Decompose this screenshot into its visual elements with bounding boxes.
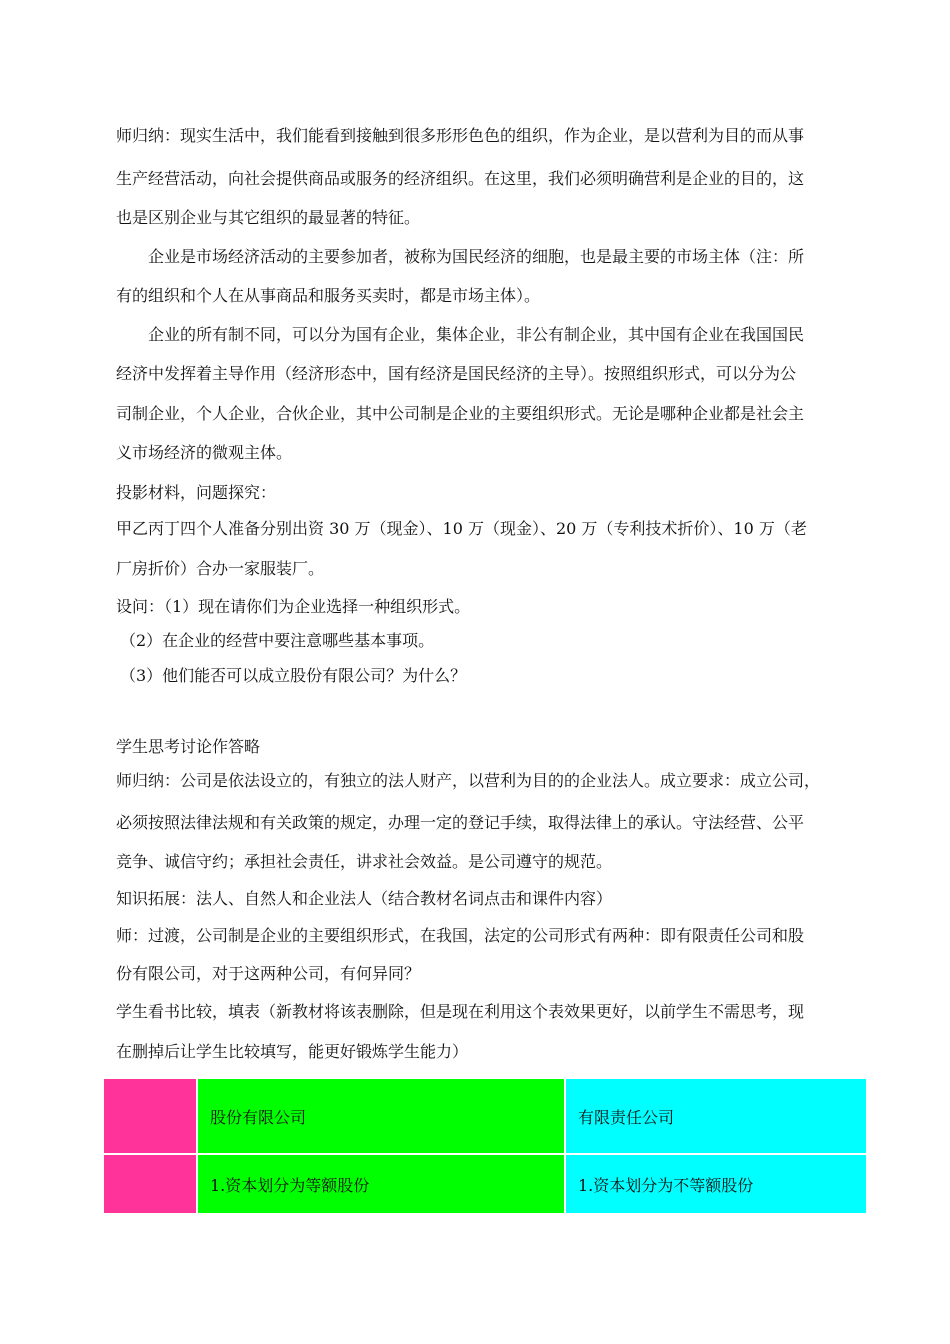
paragraph-line: 司制企业，个人企业，合伙企业，其中公司制是企业的主要组织形式。无论是哪种企业都是社会主 (116, 404, 805, 423)
question-line: （3）他们能否可以成立股份有限公司？为什么？ (120, 666, 467, 685)
table-row (103, 1154, 867, 1214)
question-line: 设问：（1）现在请你们为企业选择一种组织形式。 (116, 597, 471, 616)
paragraph-line: 师归纳：公司是依法设立的，有独立的法人财产，以营利为目的的企业法人。成立要求：成立公司， (116, 771, 821, 790)
paragraph-line: 经济中发挥着主导作用（经济形态中，国有经济是国民经济的主导）。按照组织形式，可以分为公 (116, 364, 797, 383)
paragraph-line: 厂房折价）合办一家服装厂。 (116, 559, 325, 578)
paragraph-line: 学生思考讨论作答略 (116, 737, 261, 756)
table-cell (103, 1154, 197, 1214)
comparison-table (102, 1077, 868, 1215)
table-header-cell (103, 1078, 197, 1154)
paragraph-line: 生产经营活动，向社会提供商品或服务的经济组织。在这里，我们必须明确营利是企业的目的，这 (116, 169, 805, 188)
paragraph-line: 在删掉后让学生比较填写，能更好锻炼学生能力） (116, 1042, 469, 1061)
paragraph-line: 有的组织和个人在从事商品和服务买卖时，都是市场主体）。 (116, 286, 541, 305)
paragraph-line: 企业的所有制不同，可以分为国有企业，集体企业，非公有制企业，其中国有企业在我国国民 (148, 325, 805, 344)
paragraph-line: 知识拓展：法人、自然人和企业法人（结合教材名词点击和课件内容） (116, 889, 613, 908)
paragraph-line: 师：过渡，公司制是企业的主要组织形式，在我国，法定的公司形式有两种：即有限责任公司和股 (116, 926, 805, 945)
paragraph-line: 竞争、诚信守约；承担社会责任，讲求社会效益。是公司遵守的规范。 (116, 852, 613, 871)
table-cell: 1.资本划分为等额股份 (197, 1154, 565, 1214)
paragraph-line: 义市场经济的微观主体。 (116, 443, 293, 462)
paragraph-line: 企业是市场经济活动的主要参加者，被称为国民经济的细胞，也是最主要的市场主体（注：所 (148, 247, 805, 266)
paragraph-line: 投影材料，问题探究： (116, 483, 277, 502)
paragraph-line: 也是区别企业与其它组织的最显著的特征。 (116, 208, 421, 227)
paragraph-line: 师归纳：现实生活中，我们能看到接触到很多形形色色的组织，作为企业，是以营利为目的而从事 (116, 126, 805, 145)
table-header-cell: 股份有限公司 (197, 1078, 565, 1154)
table-cell: 1.资本划分为不等额股份 (565, 1154, 867, 1214)
table-header-cell: 有限责任公司 (565, 1078, 867, 1154)
question-line: （2）在企业的经营中要注意哪些基本事项。 (120, 631, 435, 650)
paragraph-line: 学生看书比较，填表（新教材将该表删除，但是现在利用这个表效果更好，以前学生不需思考，现 (116, 1002, 805, 1021)
paragraph-line: 必须按照法律法规和有关政策的规定，办理一定的登记手续，取得法律上的承认。守法经营、公平 (116, 813, 805, 832)
paragraph-line: 份有限公司，对于这两种公司，有何异同？ (116, 964, 421, 983)
table-header-row (103, 1078, 867, 1154)
paragraph-line: 甲乙丙丁四个人准备分别出资 30 万（现金）、10 万（现金）、20 万（专利技术折价）、10 万（老 (116, 519, 807, 538)
